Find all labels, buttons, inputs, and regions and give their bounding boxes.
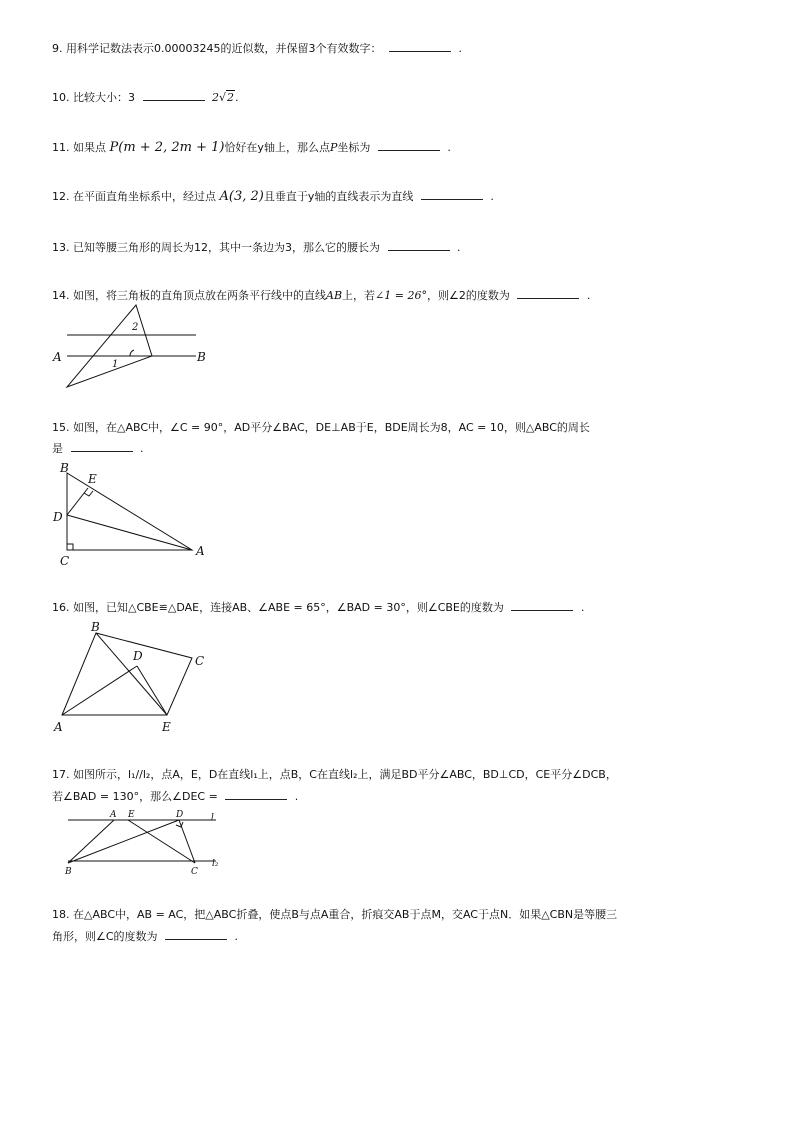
angle-1-arc [130,350,134,356]
answer-blank[interactable] [388,241,450,251]
question-16 [52,601,584,615]
figure-16 [50,618,215,736]
period: . [586,289,591,302]
segment-ad [62,666,137,715]
question-17-line2 [52,790,298,804]
question-text: 是 [52,442,63,455]
text-segment: 且垂直于y轴的直线表示为直线 [263,190,414,203]
label-E: E [162,720,171,734]
label-A: A [196,544,205,558]
label-D: D [53,510,63,524]
text-segment: ，则∠2的度数为 [426,289,510,302]
label-B: B [91,620,100,634]
question-number: 11. [52,141,70,154]
math-p: P [329,141,338,154]
question-15 [52,421,590,435]
answer-blank[interactable] [421,190,483,200]
answer-blank[interactable] [225,790,287,800]
label-B: B [197,350,206,364]
period: . [490,190,494,203]
label-B: B [65,867,72,877]
label-E: E [88,472,97,486]
text-segment: 上，若 [342,289,376,302]
question-number: 13. [52,241,70,254]
answer-blank[interactable] [378,141,440,151]
question-11 [52,141,451,155]
segment-ad [67,515,192,550]
period: . [140,442,144,455]
label-A: A [54,720,63,734]
period: . [457,241,461,254]
label-C: C [191,867,198,877]
question-13 [52,241,461,255]
question-text: 如图，已知△CBE≌△DAE，连接AB、∠ABE = 65°，∠BAD = 30°，则∠CBE的度数为 [73,601,504,614]
question-12 [52,190,494,204]
triangle-abc [67,473,192,550]
label-2: 2 [132,322,139,333]
answer-blank[interactable] [511,601,573,611]
label-1: 1 [112,359,119,370]
label-A: A [110,810,117,820]
question-text: 角形，则∠C的度数为 [52,930,158,943]
segment-de [137,666,167,715]
figure-15 [50,458,215,570]
question-text: 如图，在△ABC中，∠C = 90°，AD平分∠BAC，DE⊥AB于E，BDE周长为8，AC = 10，则△ABC的周长 [73,421,590,434]
label-l2: l₂ [212,859,219,869]
question-text: 若∠BAD = 130°，那么∠DEC = [52,790,218,803]
answer-blank[interactable] [517,289,579,299]
question-18-line2 [52,930,238,944]
period: . [234,930,239,943]
math-coefficient: 2 [212,91,219,104]
question-17 [52,768,617,782]
math-ab: AB [326,289,343,302]
math-angle: ∠1 = 26° [375,289,427,302]
label-B: B [60,461,69,475]
label-A: A [53,350,62,364]
question-number: 18. [52,908,70,921]
question-10 [52,91,239,105]
period: . [458,42,462,55]
question-number: 9. [52,42,63,55]
text-segment: 如图，将三角板的直角顶点放在两条平行线中的直线 [73,289,326,302]
question-15-line2 [52,442,144,456]
label-D: D [176,810,184,820]
segment-ab [68,820,114,863]
question-number: 15. [52,421,70,434]
set-square-triangle [67,305,152,387]
answer-blank[interactable] [389,42,451,52]
math-point-a: A(3, 2) [219,189,264,204]
question-text: 如图所示，l₁//l₂，点A，E，D在直线l₁上，点B，C在直线l₂上，满足BD平分∠ABC，BD⊥CD，CE平分∠DCB， [73,768,617,781]
period: . [235,91,239,104]
figure-17 [50,806,230,876]
text-segment: 坐标为 [337,141,371,154]
answer-blank[interactable] [71,442,133,452]
math-point-p: P(m + 2, 2m + 1) [109,140,225,155]
period: . [580,601,585,614]
label-C: C [195,654,205,668]
label-C: C [60,554,70,568]
right-angle-c [67,544,73,550]
label-l1: l [211,813,214,823]
text-segment: 恰好在y轴上，那么点 [224,141,330,154]
sqrt-radicand: 2 [227,91,235,104]
text-segment: 如果点 [73,141,106,154]
figure-14 [50,300,210,392]
question-9 [52,42,462,56]
question-text: 在△ABC中，AB = AC，把△ABC折叠，使点B与点A重合，折痕交AB于点M，交AC于点N．如果△CBN是等腰三 [73,908,618,921]
period: . [447,141,451,154]
question-18 [52,908,617,922]
segment-be [96,633,167,715]
question-text: 已知等腰三角形的周长为12，其中一条边为3，那么它的腰长为 [73,241,380,254]
label-D: D [133,649,143,663]
question-number: 14. [52,289,70,302]
question-number: 12. [52,190,70,203]
question-text: 用科学记数法表示0.00003245的近似数，并保留3个有效数字： [66,42,382,55]
segment-de [67,488,88,515]
period: . [294,790,299,803]
question-text: 比较大小：3 [73,91,135,104]
text-segment: 在平面直角坐标系中，经过点 [73,190,216,203]
question-number: 10. [52,91,70,104]
question-number: 16. [52,601,70,614]
answer-blank[interactable] [143,91,205,101]
question-number: 17. [52,768,70,781]
answer-blank[interactable] [165,930,227,940]
label-E: E [128,810,135,820]
sqrt-symbol: √ [219,91,227,104]
